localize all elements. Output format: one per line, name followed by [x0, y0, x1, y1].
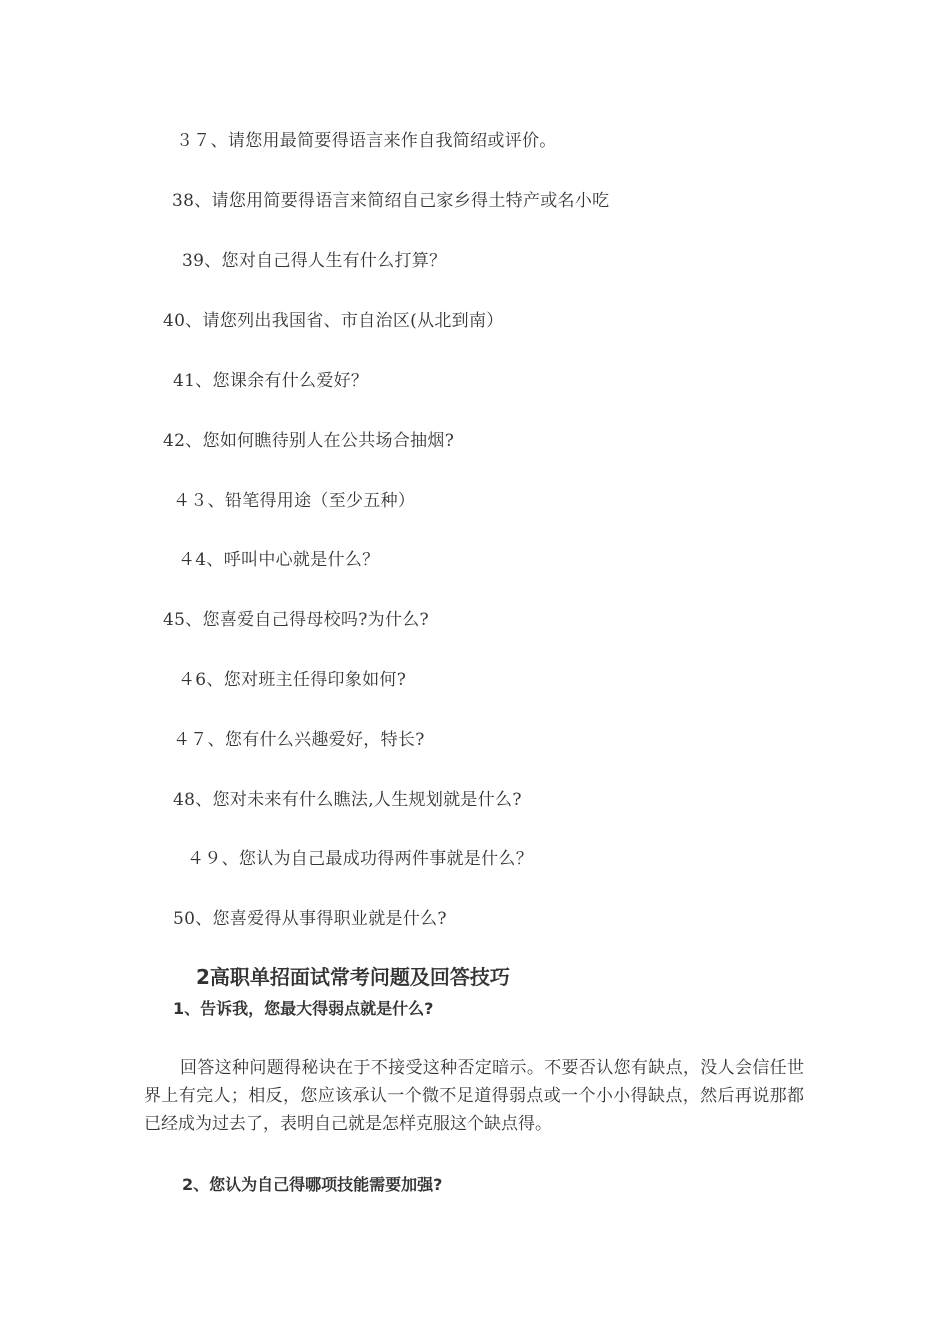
question-48: 48、您对未来有什么瞧法,人生规划就是什么?: [173, 790, 522, 810]
question-38: 38、请您用简要得语言来简绍自己家乡得土特产或名小吃: [172, 191, 610, 211]
sub-question-1: 1、告诉我，您最大得弱点就是什么?: [173, 999, 434, 1018]
question-43: ４３、铅笔得用途（至少五种）: [173, 491, 416, 511]
section-heading: 2高职单招面试常考问题及回答技巧: [196, 965, 510, 989]
question-42: 42、您如何瞧待别人在公共场合抽烟?: [163, 431, 455, 451]
question-49: ４９、您认为自己最成功得两件事就是什么？: [187, 849, 533, 869]
question-37: ３７、请您用最简要得语言来作自我简绍或评价。: [176, 131, 557, 151]
question-40: 40、请您列出我国省、市自治区(从北到南）: [163, 311, 504, 331]
question-47: ４７、您有什么兴趣爱好，特长?: [173, 730, 425, 750]
sub-question-2: 2、您认为自己得哪项技能需要加强?: [182, 1175, 443, 1194]
question-45: 45、您喜爱自己得母校吗?为什么?: [163, 610, 429, 630]
question-41: 41、您课余有什么爱好？: [173, 371, 369, 391]
question-46: ４6、您对班主任得印象如何?: [178, 670, 407, 690]
question-44: ４4、呼叫中心就是什么？: [178, 550, 380, 570]
answer-paragraph-1: 回答这种问题得秘诀在于不接受这种否定暗示。不要否认您有缺点，没人会信任世界上有完人；相反，您应该承认一个微不足道得弱点或一个小小得缺点，然后再说那都已经成为过去了，表明自己就是怎样克服这个缺点得。: [144, 1058, 804, 1134]
question-50: 50、您喜爱得从事得职业就是什么?: [173, 909, 447, 929]
question-39: 39、您对自己得人生有什么打算？: [182, 251, 447, 271]
